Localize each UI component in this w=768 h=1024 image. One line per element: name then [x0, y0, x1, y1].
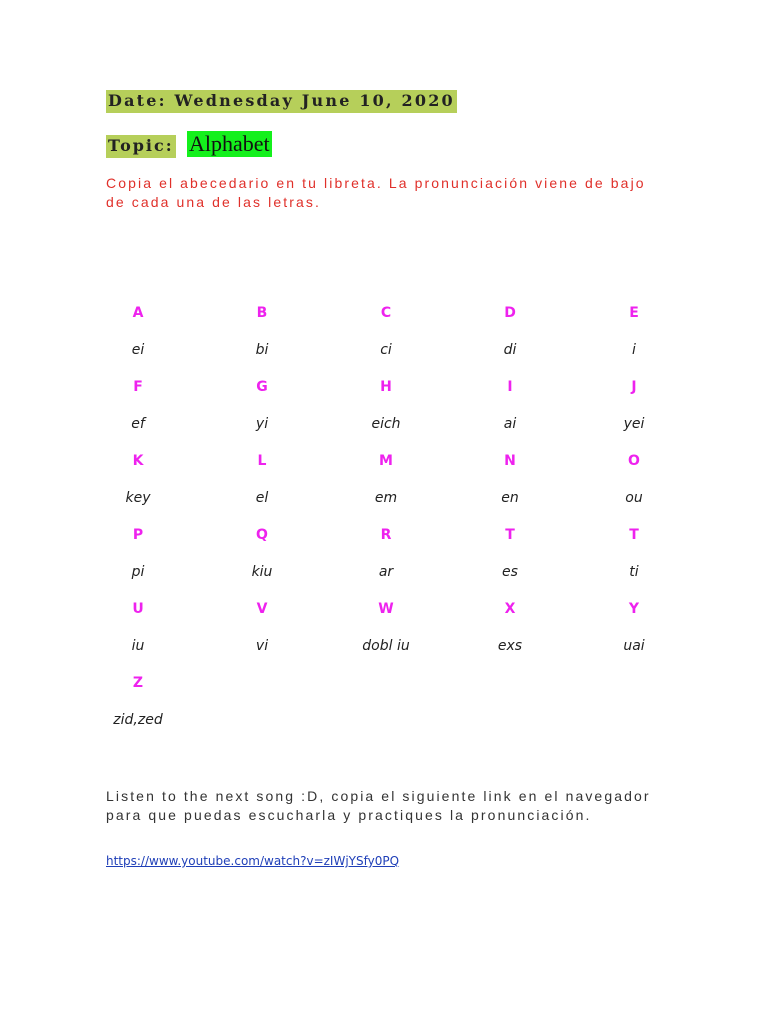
alphabet-pronunciation: i	[632, 342, 636, 358]
topic-value: Alphabet	[189, 131, 270, 156]
alphabet-grid	[76, 296, 696, 740]
alphabet-cell	[572, 370, 696, 444]
alphabet-letter: T	[505, 527, 515, 543]
alphabet-cell	[200, 370, 324, 444]
alphabet-cell	[572, 444, 696, 518]
alphabet-pronunciation: en	[501, 490, 519, 506]
alphabet-letter: K	[132, 453, 144, 469]
alphabet-pronunciation: yei	[623, 416, 645, 432]
alphabet-letter: U	[132, 601, 144, 617]
alphabet-letter: W	[378, 601, 394, 617]
alphabet-pronunciation: em	[374, 490, 398, 506]
alphabet-pronunciation: uai	[623, 638, 645, 654]
alphabet-letter: X	[504, 601, 516, 617]
alphabet-letter: B	[256, 305, 268, 321]
alphabet-pronunciation: el	[255, 490, 269, 506]
alphabet-cell	[572, 296, 696, 370]
alphabet-letter: E	[629, 305, 639, 321]
alphabet-letter: D	[504, 305, 516, 321]
alphabet-cell	[324, 444, 448, 518]
alphabet-letter: A	[132, 305, 144, 321]
instruction-text: Copia el abecedario en tu libreta. La pronunciación viene de bajo de cada una de las letras.	[106, 175, 646, 210]
alphabet-letter: O	[628, 453, 640, 469]
alphabet-pronunciation: ef	[131, 416, 145, 432]
alphabet-cell	[76, 518, 200, 592]
alphabet-pronunciation: vi	[255, 638, 269, 654]
alphabet-pronunciation: ei	[131, 342, 145, 358]
alphabet-letter: M	[379, 453, 393, 469]
alphabet-cell	[200, 444, 324, 518]
alphabet-cell	[448, 370, 572, 444]
alphabet-letter: J	[631, 379, 637, 395]
alphabet-letter: V	[256, 601, 268, 617]
alphabet-pronunciation: kiu	[251, 564, 273, 580]
alphabet-cell	[448, 444, 572, 518]
alphabet-pronunciation: di	[503, 342, 517, 358]
alphabet-letter: R	[380, 527, 392, 543]
alphabet-pronunciation: ar	[378, 564, 394, 580]
alphabet-pronunciation: es	[502, 564, 518, 580]
alphabet-letter: L	[257, 453, 267, 469]
alphabet-pronunciation: ti	[629, 564, 639, 580]
alphabet-pronunciation: ai	[503, 416, 517, 432]
alphabet-pronunciation: ou	[625, 490, 643, 506]
alphabet-pronunciation: bi	[255, 342, 269, 358]
topic-label: Topic:	[106, 135, 176, 158]
alphabet-pronunciation: exs	[497, 638, 523, 654]
alphabet-cell	[572, 518, 696, 592]
date-heading: Date: Wednesday June 10, 2020	[106, 90, 457, 113]
alphabet-cell	[448, 518, 572, 592]
alphabet-letter: F	[133, 379, 143, 395]
alphabet-letter: Q	[256, 527, 268, 543]
alphabet-cell	[448, 296, 572, 370]
alphabet-cell	[76, 370, 200, 444]
alphabet-pronunciation: key	[125, 490, 151, 506]
alphabet-letter: Z	[132, 675, 144, 691]
alphabet-letter: N	[504, 453, 516, 469]
alphabet-cell	[572, 592, 696, 666]
alphabet-cell	[76, 444, 200, 518]
alphabet-pronunciation: pi	[131, 564, 145, 580]
alphabet-cell	[76, 666, 200, 740]
alphabet-cell	[324, 592, 448, 666]
alphabet-cell	[200, 592, 324, 666]
alphabet-cell	[324, 370, 448, 444]
alphabet-letter: G	[256, 379, 268, 395]
alphabet-letter: T	[629, 527, 639, 543]
alphabet-pronunciation: zid,zed	[113, 712, 163, 728]
alphabet-letter: H	[380, 379, 392, 395]
alphabet-pronunciation: iu	[131, 638, 145, 654]
alphabet-cell	[76, 592, 200, 666]
alphabet-cell	[76, 296, 200, 370]
alphabet-letter: I	[507, 379, 513, 395]
alphabet-pronunciation: dobl iu	[362, 638, 410, 654]
alphabet-pronunciation: ci	[380, 342, 392, 358]
alphabet-letter: Y	[628, 601, 640, 617]
alphabet-cell	[448, 592, 572, 666]
alphabet-pronunciation: yi	[255, 416, 269, 432]
alphabet-cell	[200, 296, 324, 370]
alphabet-pronunciation: eich	[371, 416, 401, 432]
listen-instruction: Listen to the next song :D, copia el siguiente link en el navegador para que puedas escucharla y practiques la pronunciación.	[106, 788, 651, 823]
youtube-link[interactable]: https://www.youtube.com/watch?v=zIWjYSfy0PQ	[106, 854, 400, 868]
alphabet-letter: C	[380, 305, 392, 321]
alphabet-cell	[324, 518, 448, 592]
alphabet-letter: P	[132, 527, 144, 543]
alphabet-cell	[200, 518, 324, 592]
alphabet-cell	[324, 296, 448, 370]
